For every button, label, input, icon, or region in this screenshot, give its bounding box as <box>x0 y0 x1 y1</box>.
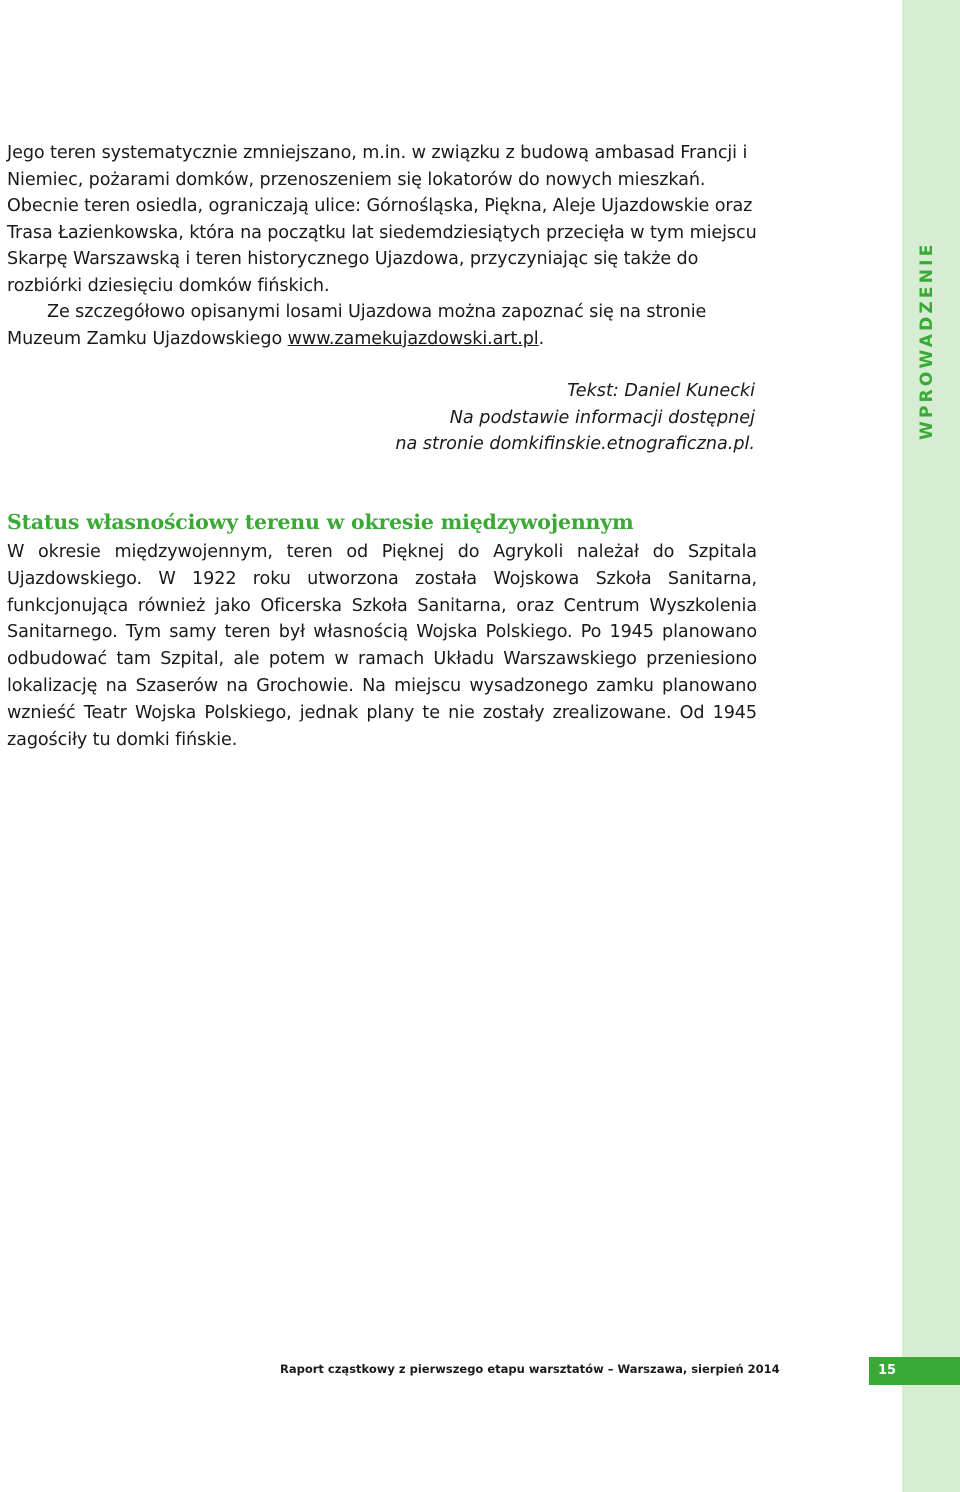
intro-paragraph-2-end: . <box>538 328 545 349</box>
intro-paragraph-2 <box>7 299 757 352</box>
museum-link[interactable]: www.zamekujazdowski.art.pl <box>287 328 539 349</box>
page-number: 15 <box>869 1357 960 1385</box>
side-tab <box>902 0 960 1492</box>
intro-paragraph-2-text: Ze szczegółowo opisanymi losami Ujazdowa można zapoznać się na stronie Muzeum Zamku Ujazdowskiego <box>7 302 707 349</box>
author-credit <box>300 378 755 458</box>
credit-source-line-2: na stronie domkifinskie.etnograficzna.pl. <box>395 434 755 454</box>
section-body: W okresie międzywojennym, teren od Pięknej do Agrykoli należał do Szpitala Ujazdowskiego. W 1922 roku utworzona została Wojskowa Szkoła Sanitarna, funkcjonująca również jako Oficerska Szkoła Sanitarna, oraz Centrum Wyszkolenia Sanitarnego. Tym samy teren był własnością Wojska Polskiego. Po 1945 planowano odbudować tam Szpital, ale potem w ramach Układu Warszawskiego przeniesiono lokalizację na Szaserów na Grochowie. Na miejscu wysadzonego zamku planowano wznieść Teatr Wojska Polskiego, jednak plany te nie zostały zrealizowane. Od 1945 zagościły tu domki fińskie. <box>7 542 757 750</box>
intro-paragraph-1: Jego teren systematycznie zmniejszano, m.in. w związku z budową ambasad Francji i Niemiec, pożarami domków, przenoszeniem się lokatorów do nowych mieszkań. Obecnie teren osiedla, ograniczają ulice: Górnośląska, Piękna, Aleje Ujazdowskie oraz Trasa Łazienkowska, która na początku lat siedemdziesiątych przecięła w tym miejscu Skarpę Warszawską i teren historycznego Ujazdowa, przyczyniając się także do rozbiórki dziesięciu domków fińskich. <box>7 143 757 296</box>
footer-report-title: Raport cząstkowy z pierwszego etapu warsztatów – Warszawa, sierpień 2014 <box>280 1362 780 1376</box>
section-heading: Status własnościowy terenu w okresie międzywojennym <box>7 510 634 534</box>
credit-author: Tekst: Daniel Kunecki <box>567 381 755 401</box>
chapter-label: WPROWADZENIE <box>917 241 937 440</box>
intro-text <box>7 140 757 352</box>
credit-source-line-1: Na podstawie informacji dostępnej <box>449 407 755 428</box>
